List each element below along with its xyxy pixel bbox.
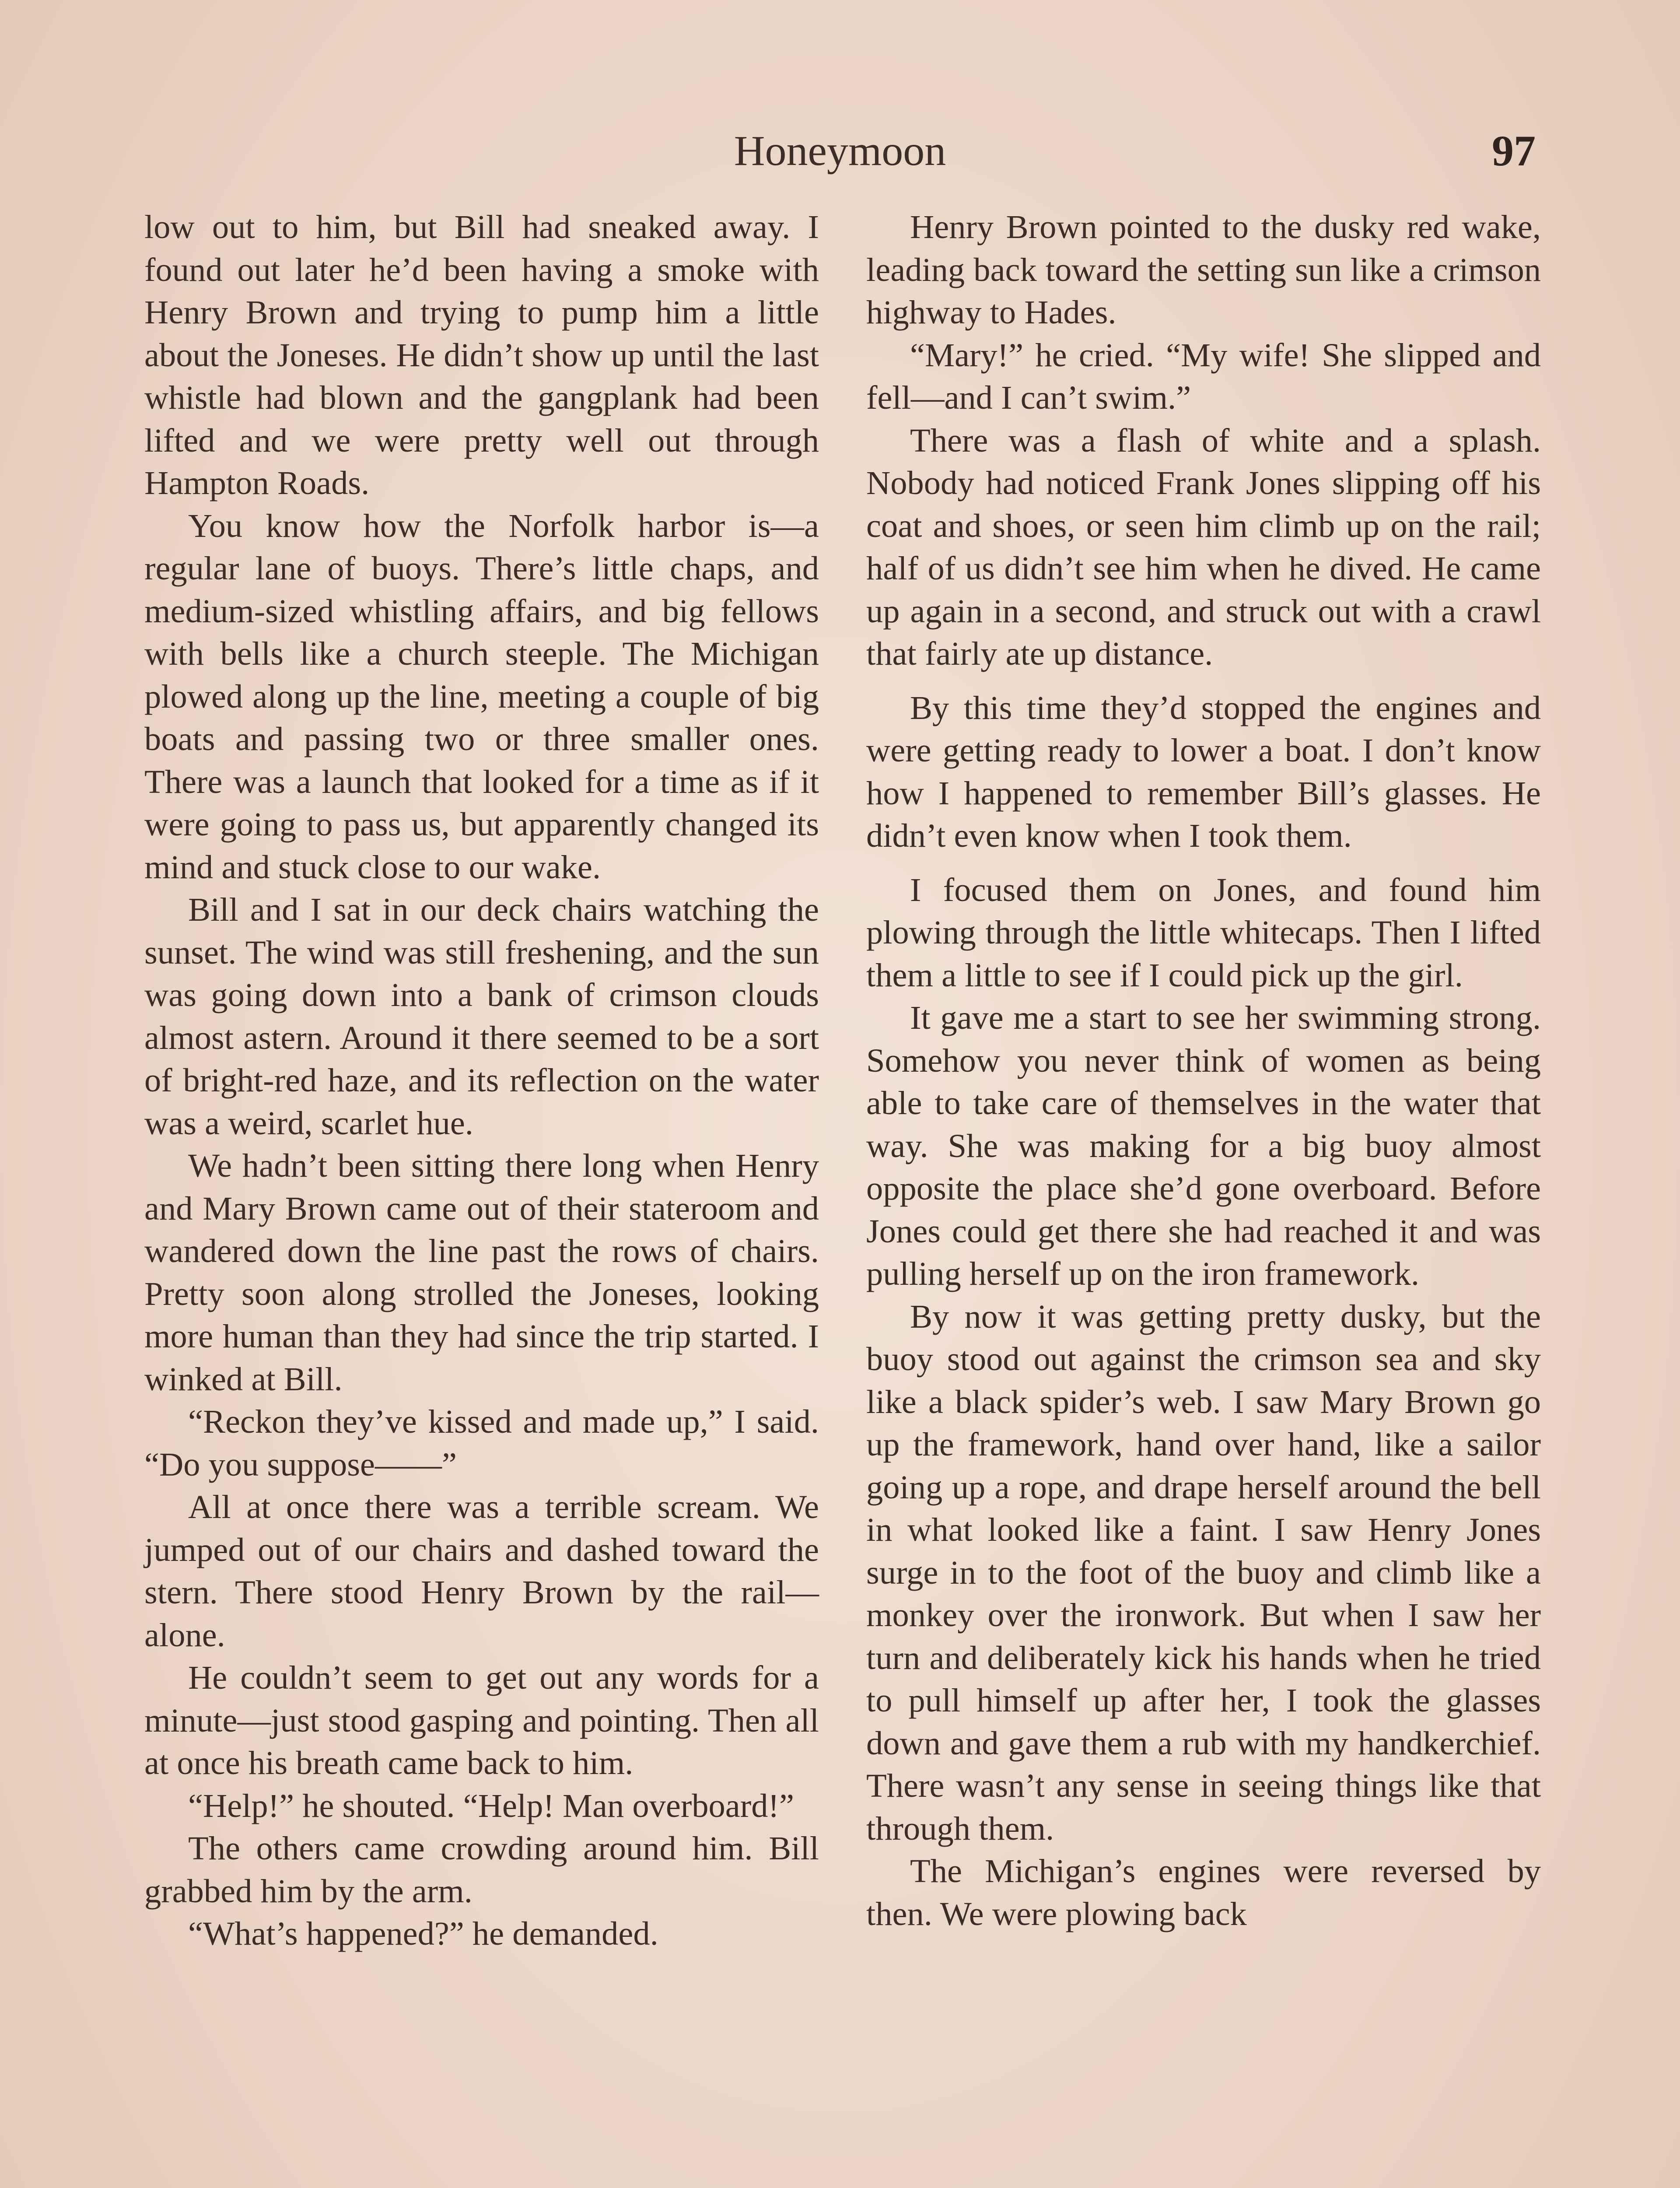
paragraph: “Mary!” he cried. “My wife! She slipped and fell—and I can’t swim.”: [866, 336, 1541, 416]
page-header: [144, 118, 1536, 184]
paragraph: There was a flash of white and a splash. Nobody had noticed Frank Jones slipping off his coat and shoes, or seen him climb up on the rail; half of us didn’t see him when he dived. He came up again in a second, and struck out with a crawl that fairly ate up distance.: [866, 421, 1541, 672]
right-text-column: [866, 206, 1541, 1935]
paragraph: It gave me a start to see her swimming strong. Somehow you never think of women as being able to take care of themselves in the water that way. She was making for a big buoy almost opposite the place she’d gone overboard. Before Jones could get there she had reached it and was pulling herself up on the iron framework.: [866, 999, 1541, 1292]
paragraph: I focused them on Jones, and found him plowing through the little whitecaps. Then I lifted them a little to see if I could pick up the girl.: [866, 871, 1541, 994]
paragraph: He couldn’t seem to get out any words for a minute—just stood gasping and pointing. Then all at once his breath came back to him.: [144, 1659, 819, 1781]
paragraph: All at once there was a terrible scream. We jumped out of our chairs and dashed toward the stern. There stood Henry Brown by the rail—alone.: [144, 1488, 819, 1654]
paragraph: We hadn’t been sitting there long when Henry and Mary Brown came out of their stateroom and wandered down the line past the rows of chairs. Pretty soon along strolled the Joneses, looking more human than they had since the trip started. I winked at Bill.: [144, 1147, 819, 1398]
left-text-column: [144, 206, 819, 1955]
paragraph: Henry Brown pointed to the dusky red wake, leading back toward the setting sun like a crimson highway to Hades.: [866, 208, 1541, 331]
running-title: Honeymoon: [734, 127, 946, 175]
paragraph: The Michigan’s engines were reversed by then. We were plowing back: [866, 1852, 1541, 1932]
paragraph: Bill and I sat in our deck chairs watching the sunset. The wind was still freshening, and the sun was going down into a bank of crimson clouds almost astern. Around it there seemed to be a sort of bright-red haze, and its reflection on the water was a weird, scarlet hue.: [144, 891, 819, 1142]
paragraph: The others came crowding around him. Bill grabbed him by the arm.: [144, 1830, 819, 1910]
paragraph: You know how the Norfolk harbor is—a regular lane of buoys. There’s little chaps, and medium-sized whistling affairs, and big fellows with bells like a church steeple. The Michigan plowed along up the line, meeting a couple of big boats and passing two or three smaller ones. There was a launch that looked for a time as if it were going to pass us, but apparently changed its mind and stuck close to our wake.: [144, 507, 819, 886]
paragraph: By now it was getting pretty dusky, but the buoy stood out against the crimson sea and sky like a black spider’s web. I saw Mary Brown go up the framework, hand over hand, like a sailor going up a rope, and drape herself around the bell in what looked like a faint. I saw Henry Jones surge in to the foot of the buoy and climb like a monkey over the ironwork. But when I saw her turn and deliberately kick his hands when he tried to pull himself up after her, I took the glasses down and gave them a rub with my handkerchief. There wasn’t any sense in seeing things like that through them.: [866, 1297, 1541, 1847]
paragraph: By this time they’d stopped the engines and were getting ready to lower a boat. I don’t know how I happened to remember Bill’s glasses. He didn’t even know when I took them.: [866, 689, 1541, 854]
paragraph: “What’s happened?” he demanded.: [188, 1915, 658, 1952]
paragraph: “Help!” he shouted. “Help! Man overboard!”: [188, 1787, 794, 1824]
paragraph: “Reckon they’ve kissed and made up,” I said. “Do you suppose——”: [144, 1403, 819, 1483]
paragraph: low out to him, but Bill had sneaked away. I found out later he’d been having a smoke with Henry Brown and trying to pump him a little about the Joneses. He didn’t show up until the last whistle had blown and the gangplank had been lifted and we were pretty well out through Hampton Roads.: [144, 208, 819, 501]
page-number: 97: [1492, 126, 1536, 175]
